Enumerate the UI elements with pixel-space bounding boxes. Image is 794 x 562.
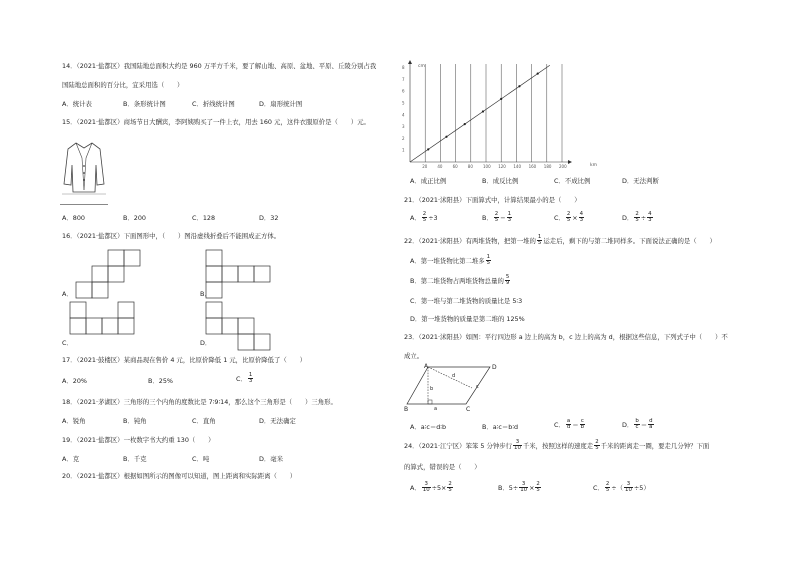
q20-option-c[interactable]: C．不成比例: [554, 177, 591, 185]
graph-point: [482, 110, 484, 112]
x-tick-label: 120: [498, 164, 506, 169]
side-c-label: c: [476, 384, 479, 390]
y-tick-label: 4: [402, 112, 405, 118]
cube-net-b: [204, 248, 284, 303]
q23-option-d[interactable]: D． $\frac{b}{c}$ ＝ $\frac{d}{a}$: [622, 418, 653, 431]
q14-option-a[interactable]: A．统计表: [62, 100, 92, 108]
q19-option-b[interactable]: B．千克: [123, 455, 147, 463]
x-axis-arrow: [568, 160, 572, 164]
q19-option-a[interactable]: A．克: [62, 455, 80, 463]
graph-grid: [425, 64, 562, 162]
q24-line2: 的算式，错误的是（ ）: [404, 463, 481, 471]
q18-option-a[interactable]: A．锐角: [62, 417, 86, 425]
q18-text: 18．（2021·茅湖区）三角形的三个内角的度数比是 7∶9∶14，那么这个三角形是（ ）三角形。: [62, 398, 337, 406]
q22-text: 22．（2021·沭阳县）有两堆货物，把第一堆的 $\frac{1}{5}$ 运走后，剩下的与第二堆同样多。下面说法正确的是（ ）: [404, 234, 716, 247]
q20-option-a[interactable]: A．成正比例: [410, 177, 447, 185]
height-b-label: b: [430, 386, 434, 392]
x-tick-label: 20: [422, 164, 428, 169]
x-tick-label: 160: [528, 164, 537, 169]
q16-label-a[interactable]: A．: [62, 290, 73, 298]
q14-line2: 国陆地总面积的百分比，宜采用选（ ）: [62, 81, 184, 89]
q16-label-c[interactable]: C．: [62, 339, 73, 347]
q21-option-a[interactable]: A． $\frac{2}{5}$ ÷3: [410, 211, 438, 224]
x-tick-label: 60: [452, 164, 458, 169]
y-tick-label: 1: [402, 147, 405, 153]
q15-option-d[interactable]: D．32: [259, 214, 279, 222]
y-tick-label: 2: [402, 135, 405, 141]
x-tick-label: 80: [467, 164, 473, 169]
x-tick-label: 180: [543, 164, 552, 169]
q24-option-c[interactable]: C． $\frac{2}{5}$ ÷（ $\frac{3}{10}$ ÷5）: [593, 481, 650, 494]
vertex-c-label: C: [466, 406, 471, 413]
side-a-label: a: [434, 406, 438, 412]
q23-option-b[interactable]: B．a∶c＝b∶d: [482, 423, 519, 431]
x-axis-label: km: [590, 163, 597, 168]
q22-option-c[interactable]: C．第一堆与第二堆货物的质量比是 5∶3: [410, 297, 523, 305]
height-d: [428, 367, 472, 388]
q24-option-b[interactable]: B．5÷ $\frac{3}{10}$ × $\frac{2}{5}$: [498, 481, 540, 494]
q16-label-b[interactable]: B．: [200, 290, 211, 298]
q17-option-b[interactable]: B．25%: [148, 377, 173, 385]
graph-point: [500, 98, 502, 100]
q22-option-b[interactable]: B．第二堆货物占两堆货物总量的 $\frac{5}{9}$: [410, 274, 510, 287]
q24-line1: 24．（2021·江宁区）笨笨 5 分钟步行 $\frac{3}{10}$ 千米，按照这样的速度走 $\frac{2}{5}$ 千米的距离走一圈，要走几分钟？下面: [404, 439, 710, 452]
q17-option-c-fraction: $\frac{1}{3}$: [248, 372, 253, 385]
q14-line1: 14．（2021·盐都区）我国陆地总面积大约是 960 万平方千米，要了解山地、高原、盆地、平原、丘陵分别占我: [62, 62, 377, 70]
vertex-d-label: D: [492, 364, 497, 371]
q23-line2: 成立。: [404, 352, 424, 360]
height-d-label: d: [452, 373, 456, 379]
graph-point: [537, 73, 539, 75]
q18-option-b[interactable]: B．钝角: [123, 417, 147, 425]
q17-option-c[interactable]: [236, 373, 254, 385]
parallelogram-figure: [404, 362, 504, 414]
q22-option-d[interactable]: D．第一堆货物的质量是第二堆的 125%: [410, 315, 525, 323]
jacket-underline: [60, 204, 108, 205]
q21-option-b[interactable]: B． $\frac{2}{5}$ − $\frac{1}{3}$: [482, 211, 512, 224]
x-tick-label: 200: [559, 164, 567, 169]
y-axis-label: cm: [418, 64, 425, 69]
cube-net-a: [68, 248, 148, 303]
y-tick-label: 6: [402, 88, 405, 94]
y-tick-label: 5: [402, 100, 405, 106]
q20-option-d[interactable]: D．无法判断: [622, 177, 659, 185]
q14-option-b[interactable]: B．条形统计图: [123, 100, 166, 108]
q21-option-d[interactable]: D． $\frac{2}{5}$ ÷ $\frac{4}{3}$: [622, 211, 652, 224]
proportion-line: [410, 65, 550, 162]
q19-option-c[interactable]: C．吨: [192, 455, 210, 463]
x-tick-label: 100: [483, 164, 491, 169]
q24-option-a[interactable]: A． $\frac{3}{10}$ ÷5× $\frac{2}{5}$: [410, 481, 452, 494]
q17-option-c-label: C．: [236, 374, 247, 383]
q17-text: 17．（2021·鼓楼区）某商品现在售价 4 元，比原价降低 1 元，比原价降低了（ ）: [62, 356, 306, 364]
q18-option-d[interactable]: D．无法确定: [259, 417, 296, 425]
q18-option-c[interactable]: C．直角: [192, 417, 216, 425]
y-tick-label: 3: [402, 124, 405, 130]
x-tick-label: 140: [513, 164, 522, 169]
q15-text: 15．（2021·盐都区）商场节日大酬宾，李阿姨购买了一件上衣，用去 160 元，这件衣服原价是（ ）元。: [62, 118, 370, 126]
q20-text: 20．（2021·盐都区）根据如图所示的图像可以知道，图上距离和实际距离（ ）: [62, 472, 297, 480]
q21-option-c[interactable]: C． $\frac{2}{5}$ × $\frac{4}{3}$: [554, 211, 584, 224]
q19-option-d[interactable]: D．毫米: [259, 455, 284, 463]
graph-point: [464, 123, 466, 125]
vertex-a-label: A: [424, 363, 429, 370]
q16-text: 16．（2021·盐都区）下面图形中，（ ）图沿虚线折叠后不能围成正方体。: [62, 232, 281, 240]
cube-net-c: [68, 300, 148, 355]
graph-point: [445, 136, 447, 138]
q23-option-c[interactable]: C． $\frac{a}{d}$ ＝ $\frac{c}{b}$: [554, 418, 585, 431]
graph-point: [518, 85, 520, 87]
q23-option-a[interactable]: A．a∶c＝d∶b: [410, 423, 447, 431]
y-tick-label: 7: [402, 76, 405, 82]
q19-text: 19．（2021·盐都区）一枚数字书大约重 130（ ）: [62, 436, 215, 444]
q15-option-a[interactable]: A．800: [62, 214, 85, 222]
q23-line1: 23．（2021·沭阳县）如图：平行四边形 a 边上的高为 b，c 边上的高为 d，根据这些信息，下列式子中（ ）不: [404, 333, 728, 341]
q22-option-a[interactable]: A．第一堆货物比第二堆多 $\frac{1}{5}$: [410, 254, 491, 267]
q17-option-a[interactable]: A．20%: [62, 377, 87, 385]
cube-net-d: [204, 300, 284, 355]
q15-option-c[interactable]: C．128: [192, 214, 216, 222]
y-tick-label: 8: [402, 65, 405, 71]
x-tick-label: 40: [437, 164, 443, 169]
q21-text: 21．（2021·沭阳县）下面算式中，计算结果最小的是（ ）: [404, 196, 581, 204]
graph-point: [427, 148, 429, 150]
y-axis-arrow: [408, 60, 412, 64]
q14-option-c[interactable]: C．折线统计图: [192, 100, 235, 108]
q16-label-d[interactable]: D．: [200, 339, 212, 347]
q20-option-b[interactable]: B．成反比例: [482, 177, 519, 185]
vertex-b-label: B: [404, 406, 409, 413]
jacket-image: [62, 140, 106, 195]
q15-option-b[interactable]: B．200: [123, 214, 146, 222]
q14-option-d[interactable]: D．扇形统计图: [259, 100, 303, 108]
distance-graph: [398, 58, 603, 170]
